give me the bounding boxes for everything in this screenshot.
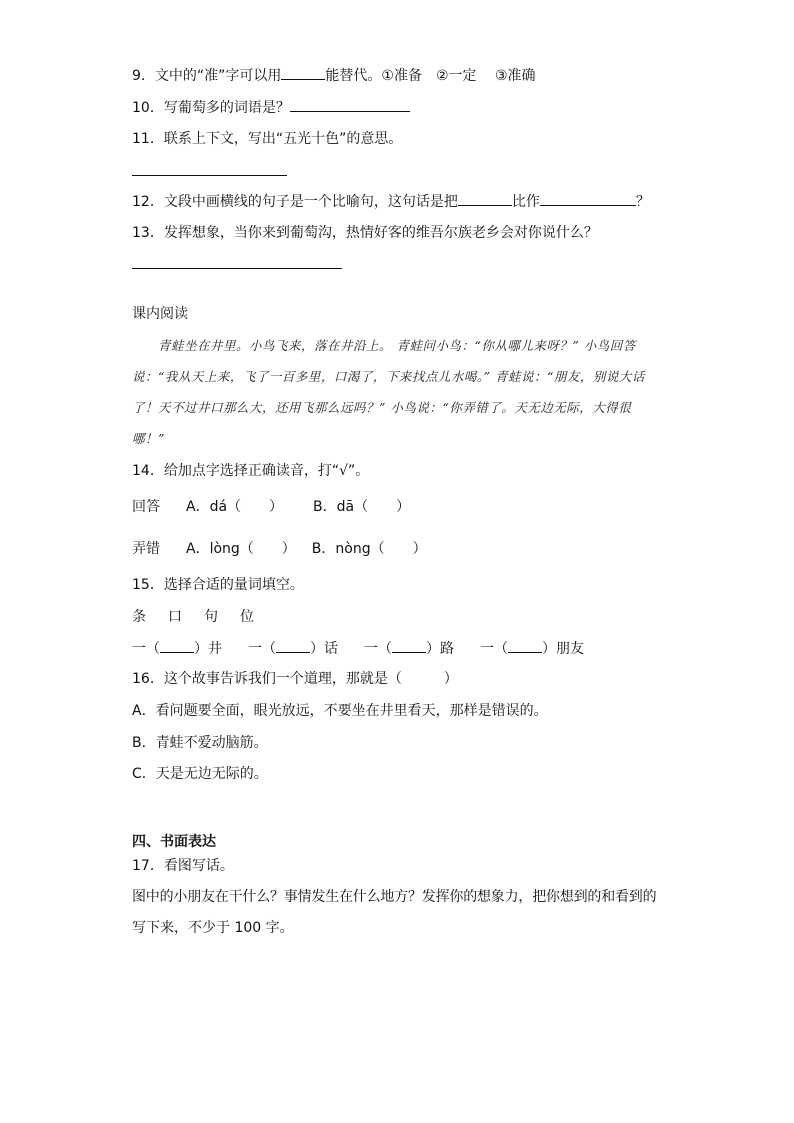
pinyin-word: 回答 bbox=[132, 499, 160, 515]
question-12-text-b: 比作 bbox=[511, 194, 540, 210]
question-10 bbox=[132, 97, 410, 118]
question-11 bbox=[132, 129, 402, 149]
fill-item: 一（ ）朋友 bbox=[480, 641, 584, 657]
question-16-text: 16．这个故事告诉我们一个道理，那就是（ ） bbox=[132, 671, 458, 687]
question-14 bbox=[132, 461, 369, 481]
answer-blank[interactable] bbox=[508, 638, 542, 653]
answer-blank[interactable] bbox=[392, 638, 426, 653]
question-14-text: 14．给加点字选择正确读音，打“√”。 bbox=[132, 463, 370, 479]
question-17-text: 17．看图写话。 bbox=[132, 858, 234, 874]
answer-blank[interactable] bbox=[540, 191, 636, 206]
answer-blank[interactable] bbox=[276, 638, 310, 653]
fill-item: 一（ ）路 bbox=[364, 641, 454, 657]
section-title-reading: 课内阅读 bbox=[132, 306, 188, 322]
pinyin-option-b[interactable]: B．nòng（ ） bbox=[311, 541, 427, 557]
choice-option-a[interactable]: A．看问题要全面，眼光放远，不要坐在井里看天，那样是错误的。 bbox=[132, 703, 548, 719]
question-15-text: 15．选择合适的量词填空。 bbox=[132, 577, 304, 593]
question-9 bbox=[132, 65, 536, 86]
pinyin-word: 弄错 bbox=[132, 541, 160, 557]
answer-line[interactable] bbox=[132, 175, 287, 176]
question-9-options: 能替代。①准备 ②一定 ③准确 bbox=[325, 68, 536, 84]
passage-text: 青蛙坐在井里。小鸟飞来，落在井沿上。 青蛙问小鸟：“你从哪儿来呀？” 小鸟回答说：“我从天上来，飞了一百多里，口渴了，下来找点儿水喝。” 青蛙说：“朋友，别说大话了！天不过井口那么大，还用飞那么远吗？” 小鸟说：“你弄错了。天无边无际，大得很哪！” bbox=[132, 338, 645, 446]
pinyin-option-b[interactable]: B．dā（ ） bbox=[313, 499, 411, 515]
answer-blank[interactable] bbox=[290, 97, 410, 112]
choice-option-c[interactable]: C．天是无边无际的。 bbox=[132, 766, 268, 782]
answer-blank[interactable] bbox=[458, 191, 512, 206]
fill-item: 一（ ）话 bbox=[248, 641, 338, 657]
choice-option-b[interactable]: B．青蛙不爱动脑筋。 bbox=[132, 735, 268, 751]
answer-line[interactable] bbox=[132, 268, 342, 269]
pinyin-option-a[interactable]: A．dá（ ） bbox=[186, 499, 284, 515]
question-10-text: 10．写葡萄多的词语是？ bbox=[132, 100, 290, 116]
reading-passage bbox=[132, 330, 664, 454]
question-17-prompt-2: 写下来，不少于 100 字。 bbox=[132, 920, 294, 936]
section-title-writing: 四、书面表达 bbox=[132, 834, 216, 850]
fill-item: 一（ ）井 bbox=[132, 641, 222, 657]
measure-word-options: 条 口 句 位 bbox=[132, 609, 258, 625]
question-13-text: 13．发挥想象，当你来到葡萄沟，热情好客的维吾尔族老乡会对你说什么？ bbox=[132, 225, 598, 241]
question-9-text: 9．文中的“准”字可以用 bbox=[132, 68, 282, 84]
pinyin-row bbox=[132, 497, 410, 517]
question-12-text-c: ？ bbox=[635, 194, 650, 210]
question-16 bbox=[132, 669, 458, 689]
answer-blank[interactable] bbox=[160, 638, 194, 653]
measure-word-items bbox=[132, 638, 584, 659]
pinyin-option-a[interactable]: A．lòng（ ） bbox=[186, 541, 296, 557]
question-17 bbox=[132, 856, 234, 876]
question-13 bbox=[132, 223, 598, 243]
answer-blank[interactable] bbox=[281, 65, 325, 80]
question-15 bbox=[132, 575, 304, 595]
question-12 bbox=[132, 191, 650, 212]
question-11-text: 11．联系上下文，写出“五光十色”的意思。 bbox=[132, 131, 403, 147]
question-17-prompt-1: 图中的小朋友在干什么？事情发生在什么地方？发挥你的想象力，把你想到的和看到的 bbox=[132, 889, 657, 905]
pinyin-row bbox=[132, 539, 427, 559]
question-12-text: 12．文段中画横线的句子是一个比喻句，这句话是把 bbox=[132, 194, 458, 210]
